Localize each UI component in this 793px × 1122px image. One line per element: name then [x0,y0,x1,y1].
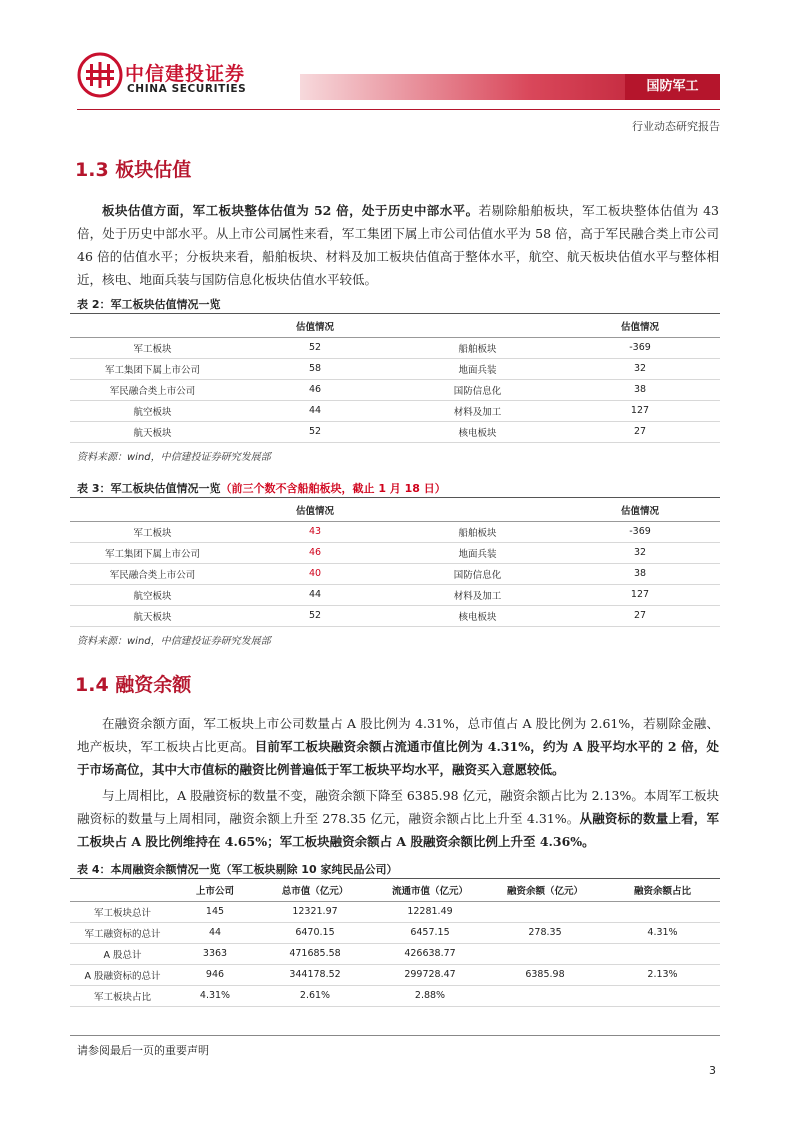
table-cell: 44 [235,584,395,605]
table-cell: 44 [175,922,255,943]
section-title-valuation: 1.3 板块估值 [75,159,192,181]
table-cell: 27 [560,605,720,626]
table-row [70,605,720,626]
table-cell: 3363 [175,943,255,964]
table-cell: 地面兵装 [395,542,560,563]
table-cell: 军工板块占比 [70,985,175,1006]
table-cell: 46 [235,379,395,400]
margin-p2-text: 与上周相比，A 股融资标的数量不变，融资余额下降至 6385.98 亿元，融资余额占比为 2.13%。本周军工板块融资标的数量与上周相同，融资余额上升至 278.35 亿元，融资余额占比上升至 4.31%。 [77,788,719,826]
table-cell [605,901,720,922]
table-cell [485,943,605,964]
table-cell: 6457.15 [375,922,485,943]
table-cell: 12281.49 [375,901,485,922]
margin-paragraph-2 [77,784,719,853]
table-cell: 344178.52 [255,964,375,985]
table2-source: 资料来源：wind，中信建投证券研究发展部 [77,452,271,463]
table-cell: 6470.15 [255,922,375,943]
table-cell: A 股总计 [70,943,175,964]
table-cell: 2.88% [375,985,485,1006]
table-cell: 军工板块 [70,337,235,358]
table3-source: 资料来源：wind，中信建投证券研究发展部 [77,636,271,647]
column-header: 上市公司 [175,880,255,901]
margin-paragraph-1 [77,712,719,781]
table-cell: 299728.47 [375,964,485,985]
table-cell: 4.31% [605,922,720,943]
table-header-row [70,500,720,521]
table-cell: 278.35 [485,922,605,943]
table4-top-rule [70,878,720,879]
table4-title: 表 4：本周融资余额情况一览（军工板块剔除 10 家纯民品公司） [77,863,398,876]
column-header [70,880,175,901]
column-header: 融资余额（亿元） [485,880,605,901]
table2-top-rule [70,313,720,314]
table-cell [485,985,605,1006]
brand-name-en: CHINA SECURITIES [127,83,247,95]
table-cell: 4.31% [175,985,255,1006]
table-row [70,337,720,358]
table-cell: 58 [235,358,395,379]
table-row [70,400,720,421]
table-cell: 127 [560,400,720,421]
table-cell: -369 [560,521,720,542]
table-cell: 核电板块 [395,421,560,442]
table3-title-text: 表 3：军工板块估值情况一览 [77,482,221,495]
column-header: 估值情况 [235,500,395,521]
table-row [70,379,720,400]
margin-p2-bold: 从融资标的数量上看，军工板块占 A 股比例维持在 4.65%；军工板块融资余额占 A 股融资余额比例上升至 4.36%。 [77,811,719,849]
table-cell [485,901,605,922]
table3-top-rule [70,497,720,498]
table-row [70,563,720,584]
table-cell: 52 [235,421,395,442]
report-type: 行业动态研究报告 [632,120,720,133]
sector-label: 国防军工 [625,74,720,100]
column-header: 估值情况 [235,316,395,337]
table4 [70,880,720,1007]
table-cell: 航空板块 [70,400,235,421]
header-divider [77,109,720,110]
table-cell: 核电板块 [395,605,560,626]
table3-title-note: （前三个数不含船舶板块，截止 1 月 18 日） [220,482,446,495]
table-cell: 27 [560,421,720,442]
table-cell: 32 [560,542,720,563]
table-cell: 44 [235,400,395,421]
table-cell: 航空板块 [70,584,235,605]
table-row [70,521,720,542]
table-row [70,901,720,922]
section-title-margin-balance: 1.4 融资余额 [75,674,192,696]
table2-title: 表 2：军工板块估值情况一览 [77,298,221,311]
table-cell: 国防信息化 [395,379,560,400]
table-row [70,985,720,1006]
table-cell: 46 [235,542,395,563]
table-header-row [70,316,720,337]
table-cell: 2.61% [255,985,375,1006]
table-cell: 军工融资标的总计 [70,922,175,943]
table-cell: 43 [235,521,395,542]
disclaimer-note: 请参阅最后一页的重要声明 [77,1044,209,1057]
table-cell: 材料及加工 [395,400,560,421]
table3 [70,500,720,627]
table-cell: 军民融合类上市公司 [70,563,235,584]
table-cell: 426638.77 [375,943,485,964]
valuation-paragraph [77,199,719,291]
table-cell: 6385.98 [485,964,605,985]
table-row [70,542,720,563]
table-row [70,943,720,964]
footer-divider [70,1035,720,1036]
table-row [70,584,720,605]
column-header: 融资余额占比 [605,880,720,901]
citic-logo-icon [77,52,123,98]
table-cell: 军工板块 [70,521,235,542]
table-header-row [70,880,720,901]
table-row [70,922,720,943]
table-cell: 材料及加工 [395,584,560,605]
page-number: 3 [709,1064,716,1077]
table-cell: 52 [235,337,395,358]
table-cell: 145 [175,901,255,922]
table-cell: 船舶板块 [395,337,560,358]
table-cell: 军工集团下属上市公司 [70,542,235,563]
table-cell: 127 [560,584,720,605]
table-cell: 2.13% [605,964,720,985]
table-cell: 船舶板块 [395,521,560,542]
table-cell: 航天板块 [70,605,235,626]
table-cell: 军民融合类上市公司 [70,379,235,400]
table-cell: 32 [560,358,720,379]
margin-p1-bold: 目前军工板块融资余额占流通市值比例为 4.31%，约为 A 股平均水平的 2 倍，处于市场高位，其中大市值标的融资比例普遍低于军工板块平均水平，融资买入意愿较低。 [77,739,719,777]
table-cell: 航天板块 [70,421,235,442]
valuation-body-text: 若剔除船舶板块，军工板块整体估值为 43 倍，处于历史中部水平。从上市公司属性来看，军工集团下属上市公司估值水平为 58 倍，高于军民融合类上市公司 46 倍的估值水平；分板块来看，船舶板块、材料及加工板块估值高于整体水平，航空、航天板块估值水平与整体相近，核电、地面兵装与国防信息化板块估值水平较低。 [77,203,719,287]
table-cell: 地面兵装 [395,358,560,379]
table-cell: 军工集团下属上市公司 [70,358,235,379]
column-header: 流通市值（亿元） [375,880,485,901]
margin-p1-text: 在融资余额方面，军工板块上市公司数量占 A 股比例为 4.31%，总市值占 A 股比例为 2.61%，若剔除金融、地产板块，军工板块占比更高。 [77,716,719,754]
table3-title [77,480,446,496]
table-row [70,358,720,379]
table-row [70,421,720,442]
table-cell: 38 [560,563,720,584]
valuation-bold-text: 板块估值方面，军工板块整体估值为 52 倍，处于历史中部水平。 [102,203,479,218]
table-cell: 12321.97 [255,901,375,922]
table-cell: 52 [235,605,395,626]
table-cell: 946 [175,964,255,985]
table-cell: A 股融资标的总计 [70,964,175,985]
table-row [70,964,720,985]
column-header: 估值情况 [560,316,720,337]
table-cell: 军工板块总计 [70,901,175,922]
table-cell: 国防信息化 [395,563,560,584]
brand-name-cn: 中信建投证券 [125,63,246,85]
column-header: 估值情况 [560,500,720,521]
table-cell: -369 [560,337,720,358]
table-cell: 471685.58 [255,943,375,964]
column-header: 总市值（亿元） [255,880,375,901]
table-cell [605,943,720,964]
table-cell [605,985,720,1006]
page-header [77,52,720,100]
table-cell: 40 [235,563,395,584]
table2 [70,316,720,443]
table-cell: 38 [560,379,720,400]
